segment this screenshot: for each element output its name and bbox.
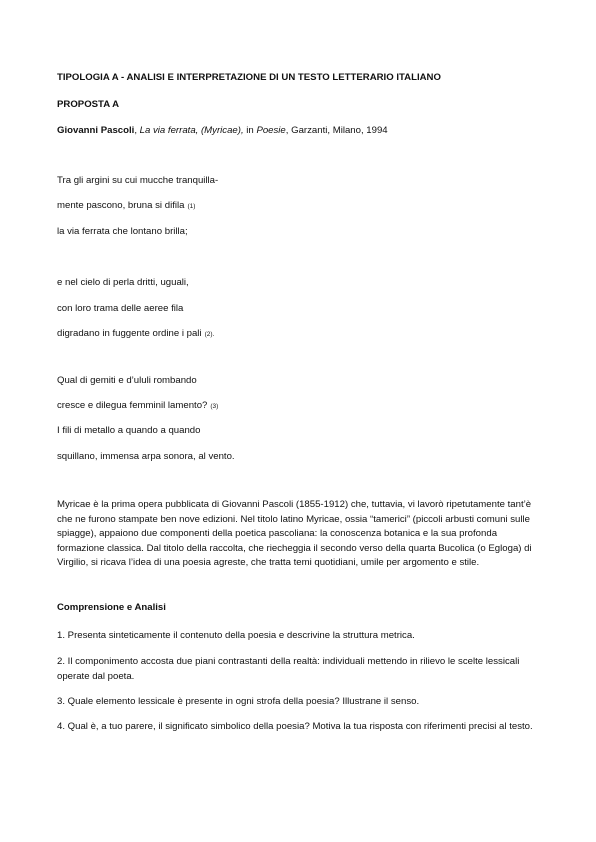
verse-line (57, 226, 188, 237)
collection-title: Poesie (256, 125, 286, 136)
question-item: 3. Quale elemento lessicale è presente in ogni strofa della poesia? Illustrane il senso. (57, 696, 420, 707)
work-title: La via ferrata, (Myricae), (139, 125, 244, 136)
verse-line (57, 200, 195, 211)
ref-separator: , (134, 125, 140, 136)
verse-line (57, 375, 197, 386)
ref-in: in (243, 125, 257, 136)
verse-line (57, 175, 218, 186)
question-item: 2. Il componimento accosta due piani contrastanti della realtà: individuali mettendo in rilievo le scelte lessicali operate dal poeta. (57, 656, 520, 682)
question-item: 1. Presenta sinteticamente il contenuto della poesia e descrivine la struttura metrica. (57, 630, 415, 641)
question-item: 4. Qual è, a tuo parere, il significato simbolico della poesia? Motiva la tua risposta con riferimenti precisi al testo. (57, 721, 533, 732)
footnote-marker: (1) (187, 203, 196, 210)
proposta-label: PROPOSTA A (57, 99, 120, 110)
intro-paragraph: Myricae è la prima opera pubblicata di Giovanni Pascoli (1855-1912) che, tuttavia, vi lavorò ripetutamente tant’è che ne furono stampate ben nove edizioni. Nel titolo latino Myricae, ossia “tamerici” (piccoli arbusti comuni sulle spiagge), appaiono due componenti della poetica pascoliana: la conoscenza botanica e la sua profonda formazione classica. Dal titolo della raccolta, che riecheggia il secondo verso della quarta Bucolica (o Egloga) di Virgilio, si ricava l’idea di una poesia agreste, che tratta temi quotidiani, umile per argomento e stile. (57, 499, 532, 569)
verse-line (57, 277, 189, 288)
verse-line (57, 400, 218, 411)
verse-text: digradano in fuggente ordine i pali (57, 328, 202, 339)
verse-text: cresce e dilegua femminil lamento? (57, 400, 208, 411)
footnote-marker: (3) (210, 403, 219, 410)
footnote-marker: (2). (204, 331, 215, 338)
verse-text: Tra gli argini su cui mucche tranquilla- (57, 175, 219, 186)
verse-text: squillano, immensa arpa sonora, al vento. (57, 451, 235, 462)
verse-line (57, 451, 235, 462)
section-title: TIPOLOGIA A - ANALISI E INTERPRETAZIONE DI UN TESTO LETTERARIO ITALIANO (57, 72, 441, 83)
poem-reference (57, 125, 536, 136)
verse-text: la via ferrata che lontano brilla; (57, 226, 188, 237)
verse-text: mente pascono, bruna si difila (57, 200, 185, 211)
author-name: Giovanni Pascoli (57, 125, 135, 136)
analysis-heading: Comprensione e Analisi (57, 602, 166, 613)
verse-line (57, 303, 183, 314)
verse-line (57, 328, 214, 339)
publisher-info: , Garzanti, Milano, 1994 (285, 125, 388, 136)
verse-text: e nel cielo di perla dritti, uguali, (57, 277, 189, 288)
verse-text: Qual di gemiti e d’ululi rombando (57, 375, 197, 386)
verse-text: I fili di metallo a quando a quando (57, 425, 201, 436)
verse-text: con loro trama delle aeree fila (57, 303, 184, 314)
verse-line (57, 425, 200, 436)
